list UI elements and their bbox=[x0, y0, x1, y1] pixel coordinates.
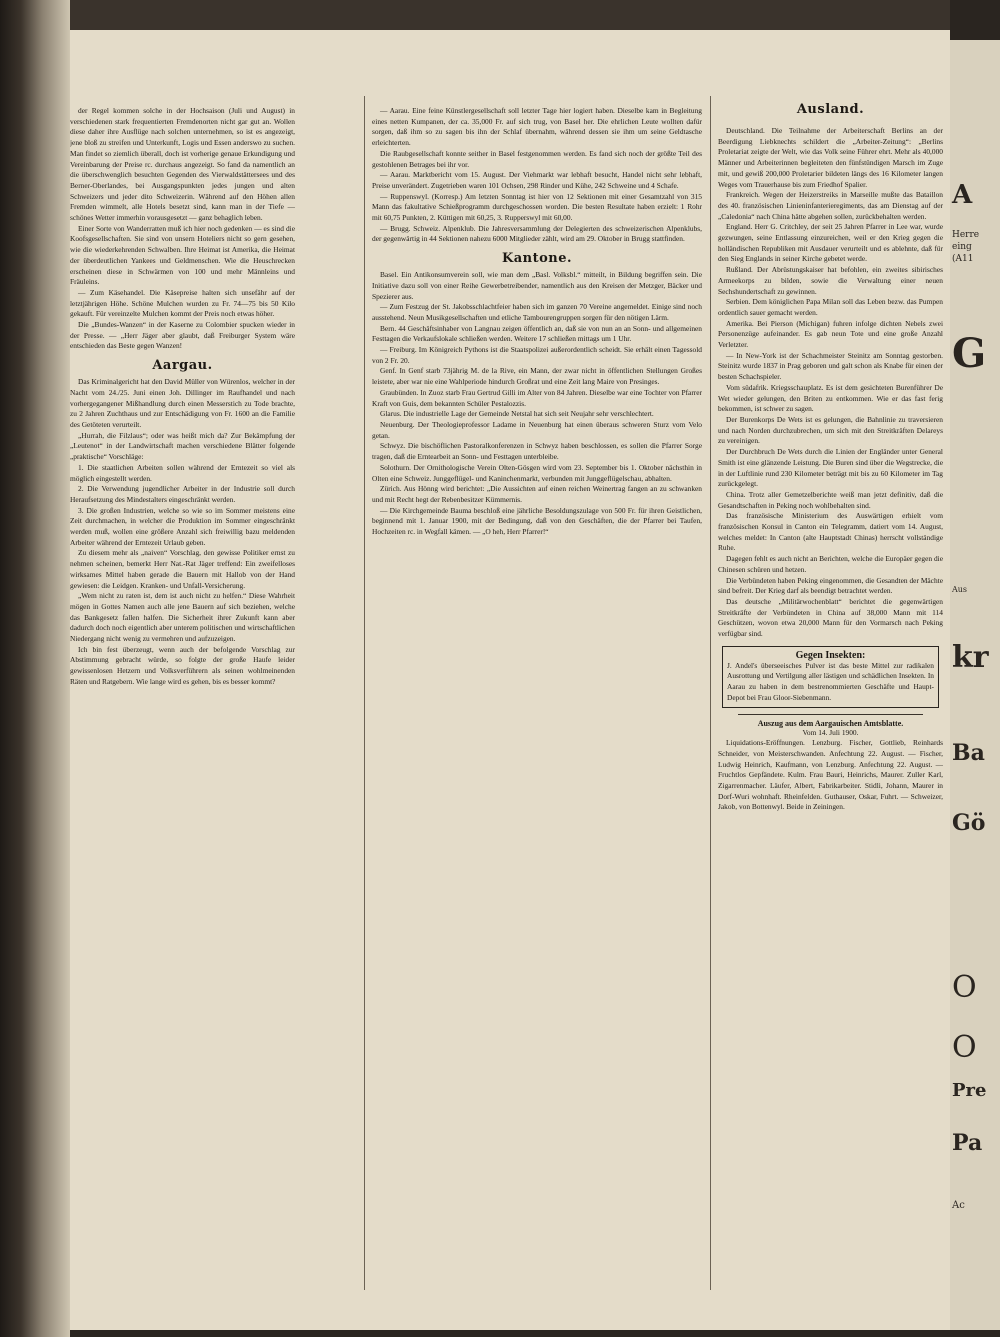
bleed-fragment: O bbox=[952, 1030, 977, 1065]
official-notice-date: Vom 14. Juli 1900. bbox=[802, 727, 859, 737]
bleed-fragment: Ba bbox=[952, 740, 985, 766]
insect-powder-advertisement bbox=[722, 646, 939, 708]
article-paragraph: Der Durchbruch De Wets durch die Linien der Engländer unter General Smith ist eine glänzende Leistung. Die Buren sind über die Wegstrecke, die in der Luftlinie rund 230 Kilometer beträgt mit bis zu 60 Kilometer im Tag zurückgelegt. bbox=[718, 447, 943, 489]
article-paragraph: 3. Die großen Industrien, welche so wie so im Sommer meistens eine Zeit durchmachen, in welcher die Produktion im Sommer eingeschränkt werden muß, wollen eine größere Anzahl sich freiwillig bazu meldenden Arbeiter während der Erntezeit Urlaub geben. bbox=[70, 505, 295, 547]
bleed-fragment: G bbox=[952, 330, 987, 377]
article-paragraph: Zürich. Aus Hönng wird berichtet: „Die Aussichten auf einen reichen Weinertrag fangen an zu schwanken und mit Recht hegt der Rebenbesitzer Kümmernis. bbox=[372, 484, 702, 504]
article-paragraph: Frankreich. Wegen der Heizerstreiks in Marseille mußte das Bataillon des 40. französischen Linieninfanterieregiments, das am Dienstag auf der „Caledonia“ nach China hätte abgehen sollen, zurückbehalten werden. bbox=[718, 190, 943, 221]
article-paragraph: Zu diesem mehr als „naiven“ Vorschlag, den gewisse Politiker ernst zu nehmen scheinen, bemerkt Herr Nat.-Rat Jäger treffend: Ein zweifelloses wirksames Mittel haben gerade die Bauern mit Hallob von der Hand gewiesen: die Leidgen. Kranken- und Unfall-Versicherung. bbox=[70, 548, 295, 590]
article-paragraph: Das französische Ministerium des Auswärtigen erhielt vom französischen Konsul in Canton ein Telegramm, datiert vom 14. August, welches meldet: In Canton (alte Hauptstadt Chinas) herrscht vollständige Ruhe. bbox=[718, 511, 943, 553]
article-paragraph: — Die Kirchgemeinde Bauma beschloß eine jährliche Besoldungszulage von 500 Fr. für ihren Geistlichen, beginnend mit 1. Januar 1900, mit der Bedingung, daß von den Geschäften, die der Pfarrer bei Taufen, Hochzeiten rc. in Wegfall kämen. — „O heh, Herr Pfarrer!“ bbox=[372, 505, 702, 537]
bleed-fragment: Pa bbox=[952, 1130, 983, 1156]
column-middle bbox=[372, 40, 702, 1320]
article-paragraph: England. Herr G. Critchley, der seit 25 Jahren Pfarrer in Lee war, wurde gezwungen, seine Entlassung einzureichen, weil er den Krieg gegen die holländischen Republiken mit Ausdauer verurteilt und es ablehnte, daß für den Sieg Englands in seiner Kirche gebetet werde. bbox=[718, 222, 943, 264]
column-rule bbox=[710, 96, 711, 1290]
article-paragraph: Die „Bundes-Wanzen“ in der Kaserne zu Colombier spucken wieder in der Presse. — „Herr Jäger aber glaubt, daß Freiburger System wäre entschieden das Beste gegen Wanzen! bbox=[70, 320, 295, 351]
article-paragraph: Einer Sorte von Wanderratten muß ich hier noch gedenken — es sind die Koofsgesellschaften. Sie sind von unsern Hoteliers nicht so gern gesehen, wie die wiederkehrenden Schwalben. Ihre Heimat ist Amerika, die Heimat der überdeutlichen Yankees und Geldmenschen. Wie die Heuschrecken erscheinen diese in Schwärmen von 100 und mehr Männleins und Fräuleins. bbox=[70, 223, 295, 287]
article-paragraph: der Regel kommen solche in der Hochsaison (Juli und August) in verschiedenen stark frequentierten Fremdenorten nicht gar gut an. Wollen diese daher ihre Ausflüge nach solchen unternehmen, so ist es angezeigt, jene bloß zu streifen und Unterkunft, Logis und Essen anderswo zu suchen. Man findet so ziemlich überall, doch ist vorherige genaue Erkundigung und Vereinbarung der Preise rc. durchaus angezeigt. So fand da namentlich an die überschwenglich besuchten Gegenden des Vierwaldstättersees und des Berner-Oberlandes, bei Ausgangspunkten jedes jungen und alten Schweizers und jeder dito Schweizerin. Während auf den Höhen allen Fremden wimmelt, alle Hotels besetzt sind, kann man in der Tiefe — schönes Wetter immerhin vorausgesetzt — ganz behaglich leben. bbox=[70, 106, 295, 223]
article-paragraph: Genf. In Genf starb 73jährig M. de la Rive, ein Mann, der zwar nicht in öffentlichen Stellungen Großes leistete, aber war nie eine Wahlperiode hindurch Großrat und eine Zeit lang Maire von Presinges. bbox=[372, 366, 702, 387]
section-heading-kantone: Kantone. bbox=[501, 251, 573, 267]
article-paragraph: Deutschland. Die Teilnahme der Arbeiterschaft Berlins an der Beerdigung Liebknechts schildert die „Arbeiter-Zeitung“: „Berlins Proletariat zeigte der Welt, wie das Volk seine Führer ehrt. Mehr als 40,000 Männer und Arbeiterinnen begleiteten den fünfstündigen Marsch im Zuge mit, und gewiß 200,000 Proletarier bildeten längs des 16 Kilometer langen Weges vom Trauerhause bis zum Friedhof Spalier. bbox=[718, 126, 943, 189]
bleed-fragment: Pre bbox=[952, 1080, 987, 1101]
article-paragraph: Basel. Ein Antikonsumverein soll, wie man dem „Basl. Volksbl.“ mitteilt, in Bildung begriffen sein. Die Initiative dazu soll von einer Reihe Gewerbetreibender, namentlich aus den Kreisen der Metzger, Bäcker und Spezierer aus. bbox=[372, 270, 702, 301]
article-paragraph: 1. Die staatlichen Arbeiten sollen während der Erntezeit so viel als möglich eingestellt werden. bbox=[70, 462, 295, 483]
bleed-fragment: A bbox=[952, 180, 973, 210]
article-paragraph: Ich bin fest überzeugt, wenn auch der befolgende Vorschlag zur Abstimmung gebracht würde, so folgte der große Haufe leider gewissenlosen Hetzern und Volksverführern als seinen wohlmeinenden Räten und Ratgebern. Wie lange wird es gehen, bis es besser kommt? bbox=[70, 644, 295, 686]
article-paragraph: „Wem nicht zu raten ist, dem ist auch nicht zu helfen.“ Diese Wahrheit mögen in Gottes Namen auch alle jene Bauern auf sich beziehen, welche das Bankgesetz fallen halfen. Die Sicherheit ihrer Zukunft kann aber dadurch doch noch eigentlich aber unterem politischen und wirtschaftlichen Niedergang nicht wenig zu vermehren und aufzuzeigen. bbox=[70, 591, 295, 644]
bleed-fragment: kr bbox=[952, 640, 989, 675]
ad-text: J. Andel's überseeisches Pulver ist das beste Mittel zur radikalen Ausrottung und Vertilgung aller lästigen und schädlichen Insekten. In Aarau zu haben in dem bestrenommierten Geschäfte und Haupt-Depot bei Frau Gloor-Siebenmann. bbox=[727, 660, 934, 702]
bleed-fragment: Aus bbox=[952, 585, 968, 594]
section-heading-aargau: Aargau. bbox=[152, 358, 213, 374]
divider bbox=[738, 714, 923, 715]
bleed-fragment: eing bbox=[952, 242, 972, 252]
article-paragraph: Das Kriminalgericht hat den David Müller von Würenlos, welcher in der Nacht vom 24./25. Juni einen Joh. Dillinger im Raufhandel und nach vorhergegangener Mißhandlung durch einen Messerstich zu Tode brachte, zu 2 Jahren Zuchthaus und zur Entschädigung von Fr. 1600 an die Familie des Getöteten verurteilt. bbox=[70, 377, 295, 429]
article-paragraph: Schwyz. Die bischöflichen Pastoralkonferenzen in Schwyz haben beschlossen, es sollen die Pfarrer Sorge tragen, daß die Erntearbeit an Sonn- und Festtagen unterbleibe. bbox=[372, 441, 702, 462]
newspaper-page bbox=[70, 30, 950, 1330]
article-paragraph: China. Trotz aller Gemetzelberichte weiß man jetzt definitiv, daß die Gesandtschaften in Peking noch wohlbehalten sind. bbox=[718, 489, 943, 510]
article-paragraph: — Brugg. Schweiz. Alpenklub. Die Jahresversammlung der Delegierten des schweizerischen Alpenklubs, der gegenwärtig in 44 Sektionen nahezu 6000 Mitglieder zählt, wird am 29. Oktober in Brugg stattfinden. bbox=[372, 223, 702, 244]
article-paragraph: Vom südafrik. Kriegsschauplatz. Es ist dem gesichteten Burenführer De Wet wieder gelungen, den Briten zu entkommen. Wie er das fast ferig bekommen, ist schwer zu sagen. bbox=[718, 382, 943, 414]
article-paragraph: — Zum Festzug der St. Jakobsschlachtfeier haben sich im ganzen 70 Vereine angemeldet. Einige sind noch ausstehend. Neun Musikgesellschaften und etliche Tambourengruppen sorgen für den nötigen Lärm. bbox=[372, 302, 702, 322]
bleed-fragment: (A11 bbox=[952, 254, 974, 264]
official-notice-title: Auszug aus dem Aargauischen Amtsblatte. bbox=[757, 718, 904, 728]
article-paragraph: Neuenburg. Der Theologieprofessor Ladame in Neuenburg hat einen überaus schweren Sturz vom Velo getan. bbox=[372, 419, 702, 440]
article-paragraph: Bern. 44 Geschäftsinhaber von Langnau zeigen öffentlich an, daß sie von nun an an Sonn- und allgemeinen Festtagen die Verkaufslokale schließen werden. Weitere 17 schließen mittags um 1 Uhr. bbox=[372, 323, 702, 344]
column-left bbox=[70, 40, 295, 1320]
official-notice-text: Liquidations-Eröffnungen. Lenzburg. Fischer, Gottlieb, Reinhards Schneider, von Meisterschwanden. Anfechtung 22. August. — Fischer, Ludwig Heinrich, Kaufmann, von Lenzburg. Anfechtung 22. August. — Fruchtlos Gepfändete. Kulm. Frau Bauri, Heinrichs, Maurer. Zuller Karl, Zigarrenmacher. Läufer, Albert, Fabrikarbeiter. Stidli, Johann, Maurer in Dorf-Wuri wohnhaft. Rheinfelden. Guthauser, Oskar, Fuhrt. — Schweizer, Jakob, von Bottenwyl. Beide in Zeiningen. bbox=[718, 738, 943, 812]
article-paragraph: 2. Die Verwendung jugendlicher Arbeiter in der Industrie soll durch Heraufsetzung des Mindestalters eingeschränkt werden. bbox=[70, 484, 295, 504]
bleed-fragment: Gö bbox=[952, 810, 986, 836]
ad-title: Gegen Insekten: bbox=[795, 649, 866, 661]
article-paragraph: Dagegen fehlt es auch nicht an Berichten, welche die Europäer gegen die Chinesen schüren und hetzen. bbox=[718, 554, 943, 574]
article-paragraph: — In New-York ist der Schachmeister Steinitz am Sonntag gestorben. Steinitz wurde 1837 in Prag geboren und galt schon als Knabe für einen der besten Schachspieler. bbox=[718, 350, 943, 382]
page-top-shadow bbox=[70, 0, 950, 30]
adjacent-page-fragment bbox=[950, 40, 1000, 1330]
article-paragraph: — Aarau. Marktbericht vom 15. August. Der Viehmarkt war lebhaft besucht, Handel nicht sehr lebhaft, Preise unverändert. Zugetrieben waren 101 Ochsen, 298 Rinder und Kühe, 242 Schweine und 4 Schafe. bbox=[372, 170, 702, 190]
article-paragraph: Die Raubgesellschaft konnte seither in Basel festgenommen werden. Es fand sich noch der größte Teil des gestohlenen Betrages bei ihr vor. bbox=[372, 148, 702, 169]
article-paragraph: Amerika. Bei Pierson (Michigan) fuhren infolge dichten Nebels zwei Personenzüge aufeinander. Es gab neun Tote und eine große Anzahl Verletzter. bbox=[718, 318, 943, 350]
bleed-fragment: O bbox=[952, 970, 977, 1005]
article-paragraph: Der Burenkorps De Wets ist es gelungen, die Bahnlinie zu traversieren und nach Norden durchzubrechen, um sich mit den Streitkräften Delareys zu vereinigen. bbox=[718, 414, 943, 446]
column-right bbox=[718, 40, 943, 1320]
article-paragraph: — Zum Käsehandel. Die Käsepreise halten sich unsefähr auf der letztjährigen Höhe. Schöne Mulchen wurden zu Fr. 74—75 bis 50 Kilo gekauft. Für vereinzelte Mulchen kommt der Preis noch etwas höher. bbox=[70, 287, 295, 319]
article-paragraph: Die Verbündeten haben Peking eingenommen, die Gesandten der Mächte sind befreit. Der Krieg darf als beendigt betrachtet werden. bbox=[718, 575, 943, 596]
section-heading-ausland: Ausland. bbox=[796, 102, 865, 117]
article-paragraph: Das deutsche „Militärwochenblatt“ berichtet die gegenwärtigen Streitkräfte der Verbündeten in China auf 38,000 Mann mit 114 Geschützen, wovon etwa 20,000 Mann für den Vormarsch nach Peking verfügbar sind. bbox=[718, 596, 943, 639]
article-paragraph: Glarus. Die industrielle Lage der Gemeinde Netstal hat sich seit Neujahr sehr verschlechtert. bbox=[380, 409, 654, 419]
article-paragraph: Rußland. Der Abrüstungskaiser hat befohlen, ein zweites sibirisches Armeekorps zu bilden, sowie die Verwaltung einer neuen Sechshundertschaft zu gewinnen. bbox=[718, 265, 943, 296]
article-paragraph: Solothurn. Der Ornithologische Verein Olten-Gösgen wird vom 23. September bis 1. Oktober nächsthin in Olten eine Schweiz. Junggeflügel- und Kaninchenmarkt, verbunden mit Junggeflügelschau, abhalten. bbox=[372, 462, 702, 483]
article-paragraph: „Hurrah, die Filzlaus“; oder was heißt mich da? Zur Bekämpfung der „Leutenot“ in der Landwirtschaft machen verschiedene Blätter folgende „praktische“ Vorschläge: bbox=[70, 430, 295, 462]
bleed-fragment: Herre bbox=[952, 230, 980, 240]
column-rule bbox=[364, 96, 365, 1290]
article-paragraph: Serbien. Dem königlichen Papa Milan soll das Leben bezw. das Pumpen ordentlich sauer gemacht werden. bbox=[718, 297, 943, 317]
book-binding bbox=[0, 0, 70, 1337]
article-paragraph: Graubünden. In Zuoz starb Frau Gertrud Gilli im Alter von 84 Jahren. Dieselbe war eine Tochter von Pfarrer Kraft von Guis, dem bekannten Schüler Pestalozzis. bbox=[372, 387, 702, 408]
article-paragraph: — Aarau. Eine feine Künstlergesellschaft soll letzter Tage hier logiert haben. Dieselbe kam in Begleitung eines netten Kumpanen, der ca. 35,000 Fr. auf sich trug, von Basel her. Die ehrlichen Leute wollten dafür sorgen, daß ihm so zu sagen bis ihn der Schlaf übernahm, während dessen sie ihm um seine Geldtasche erleichterten. bbox=[372, 106, 702, 148]
article-paragraph: — Ruppenswyl. (Korresp.) Am letzten Sonntag ist hier von 12 Sektionen mit einer Gesamtzahl von 315 Mann das fakultative Schießprogramm durchgeschossen worden. Die besten Resultate haben erzielt: 1 Rohr mit 60,75 Punkten, 2. Küttigen mit 60,25, 3. Rupperswyl mit 60,00. bbox=[372, 191, 702, 223]
bleed-fragment: Ac bbox=[952, 1200, 965, 1211]
article-paragraph: — Freiburg. Im Königreich Pythons ist die Staatspolizei außerordentlich scheidt. Sie erhält einen Tagessold von 2 Fr. 20. bbox=[372, 345, 702, 365]
